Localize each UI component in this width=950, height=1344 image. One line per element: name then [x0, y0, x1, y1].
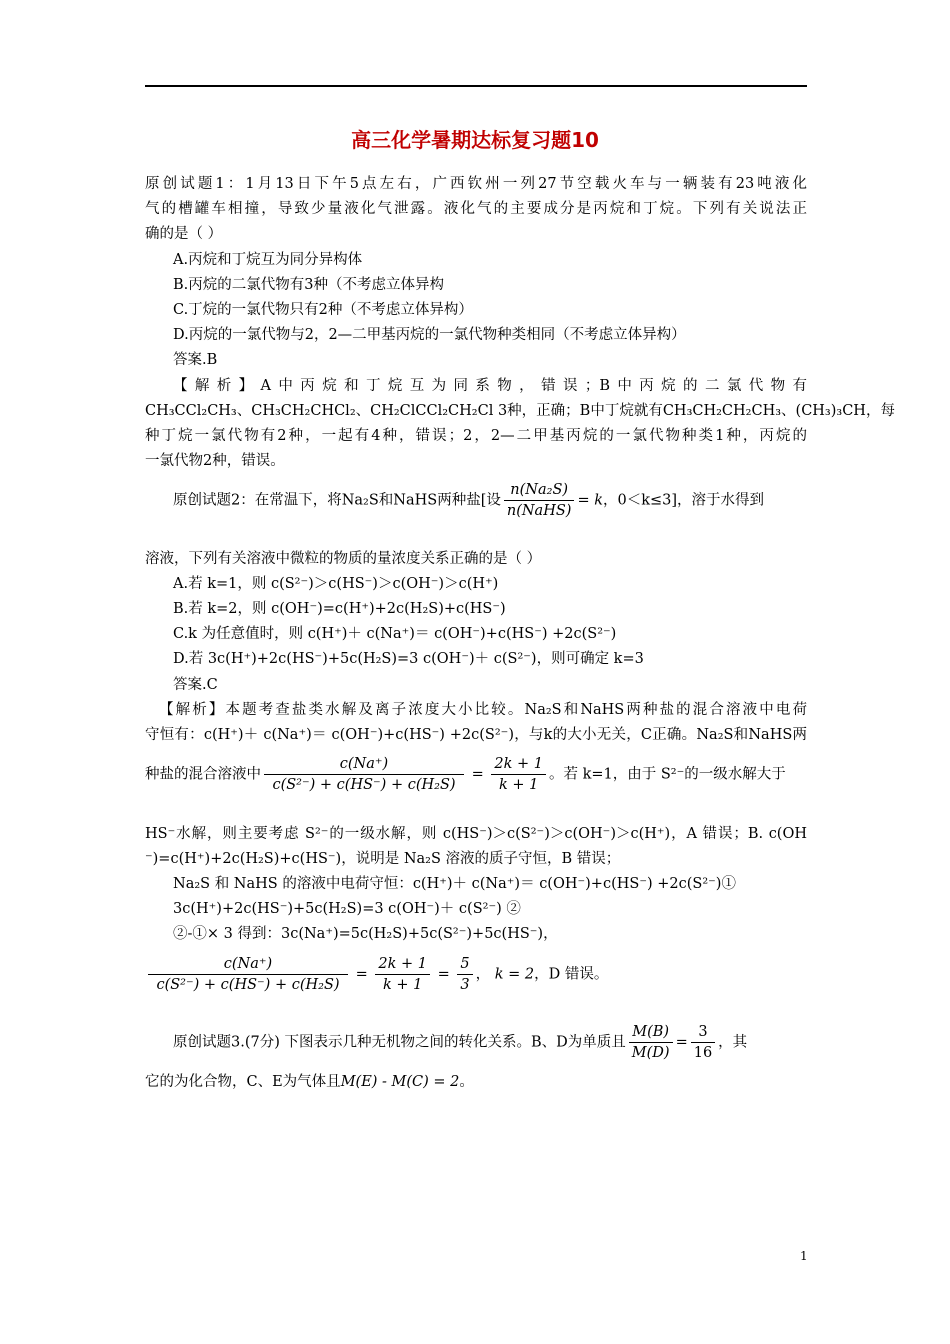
q1-option-d: D.丙烷的一氯代物与2，2—二甲基丙烷的一氯代物种类相同（不考虑立体异构） [173, 327, 686, 343]
q2-explanation-6: Na₂S 和 NaHS 的溶液中电荷守恒：c(H⁺)＋ c(Na⁺)＝ c(OH⁻)+c(HS⁻) +2c(S²⁻)① [173, 876, 736, 892]
mass-ratio-fraction: $\frac{M(B)}{M(D)}$ [629, 1024, 673, 1061]
k-fraction: $\frac{2k + 1}{k + 1}$ [491, 756, 546, 793]
q2-option-a: A.若 k=1，则 c(S²⁻)＞c(HS⁻)＞c(OH⁻)＞c(H⁺) [173, 576, 499, 592]
q1-explanation-3: 种丁烷一氯代物有2种，一起有4种，错误；2，2—二甲基丙烷的一氯代物种类1种，丙烷的 [145, 428, 807, 444]
page-number: 1 [800, 1249, 808, 1263]
q1-line-3: 确的是（ ） [145, 226, 223, 242]
q2-explanation-4: HS⁻水解，则主要考虑 S²⁻的一级水解，则 c(HS⁻)＞c(S²⁻)＞c(OH⁻)＞c(H⁺)，A 错误；B. c(OH [145, 826, 807, 842]
q1-line-2: 气的槽罐车相撞，导致少量液化气泄露。液化气的主要成分是丙烷和丁烷。下列有关说法正 [145, 201, 807, 217]
q3-line-1: 原创试题3.(7分) 下图表示几种无机物之间的转化关系。B、D为单质且 $\frac{M(B)}{M(D)}$ = $\frac{3}{16}$ ，其 [173, 1024, 748, 1061]
q2-explanation-7: 3c(H⁺)+2c(HS⁻)+5c(H₂S)=3 c(OH⁻)＋ c(S²⁻) ② [173, 901, 521, 917]
q1-option-a: A.丙烷和丁烷互为同分异构体 [173, 252, 363, 268]
q1-line-1: 原创试题1：1月13日下午5点左右，广西钦州一列27节空载火车与一辆装有23吨液化 [145, 176, 807, 192]
q1-explanation-4: 一氯代物2种，错误。 [145, 453, 285, 469]
q2-line-1: 原创试题2：在常温下，将Na₂S和NaHS两种盐[设 $\frac{\text{n(Na₂S)}}{\text{n(NaHS)}}$ = k，0＜k≤3]，溶于水得到 [173, 482, 765, 519]
q2-option-c: C.k 为任意值时，则 c(H⁺)＋ c(Na⁺)＝ c(OH⁻)+c(HS⁻) +2c(S²⁻) [173, 626, 617, 642]
k-fraction-2: $\frac{2k + 1}{k + 1}$ [375, 956, 430, 993]
q1-option-c: C.丁烷的一氯代物只有2种（不考虑立体异构） [173, 302, 473, 318]
q2-explanation-8: ②-①× 3 得到：3c(Na⁺)=5c(H₂S)+5c(S²⁻)+5c(HS⁻)， [173, 926, 558, 942]
q2-explanation-3: 种盐的混合溶液中 $\frac{c(Na^+)}{\text{c(S²⁻) + c(HS⁻) + c(H₂S)}}$ = $\frac{2k + 1}{k + 1}$ 。若 k=1，由于 S²⁻的一级水解大于 [145, 756, 786, 793]
q2-option-d: D.若 3c(H⁺)+2c(HS⁻)+5c(H₂S)=3 c(OH⁻)＋ c(S²⁻)，则可确定 k=3 [173, 651, 644, 667]
q2-line-2: 溶液，下列有关溶液中微粒的物质的量浓度关系正确的是（ ） [145, 551, 542, 567]
q1-explanation-2: CH₃CCl₂CH₃、CH₃CH₂CHCl₂、CH₂ClCCl₂CH₂Cl 3种，正确；B中丁烷就有CH₃CH₂CH₂CH₃、(CH₃)₃CH，每 [145, 403, 895, 419]
q2-answer: 答案.C [173, 677, 218, 693]
value-fraction: $\frac{5}{3}$ [457, 956, 472, 993]
q3-line-2: 它的为化合物，C、E为气体且M(E) - M(C) = 2。 [145, 1074, 474, 1090]
q1-explanation-1: 【解析】A中丙烷和丁烷互为同系物，错误；B中丙烷的二氯代物有 [173, 378, 807, 394]
q2-explanation-9: $\frac{c(Na^+)}{\text{c(S²⁻) + c(HS⁻) + c(H₂S)}}$ = $\frac{2k + 1}{k + 1}$ = $\frac{5}{3}$ ， k = 2，D 错误。 [145, 956, 608, 993]
concentration-fraction-2: $\frac{c(Na^+)}{\text{c(S²⁻) + c(HS⁻) + c(H₂S)}}$ [148, 956, 348, 993]
q2-explanation-1: 【解析】本题考查盐类水解及离子浓度大小比较。Na₂S和NaHS两种盐的混合溶液中电荷 [159, 702, 807, 718]
header-rule [145, 85, 807, 87]
ratio-fraction: $\frac{\text{n(Na₂S)}}{\text{n(NaHS)}}$ [504, 482, 575, 519]
page-title: 高三化学暑期达标复习题10 [351, 128, 599, 152]
concentration-fraction: $\frac{c(Na^+)}{\text{c(S²⁻) + c(HS⁻) + c(H₂S)}}$ [264, 756, 464, 793]
q1-option-b: B.丙烷的二氯代物有3种（不考虑立体异构 [173, 277, 444, 293]
q1-answer: 答案.B [173, 352, 218, 368]
ratio-value-fraction: $\frac{3}{16}$ [691, 1024, 715, 1061]
q2-explanation-2: 守恒有：c(H⁺)＋ c(Na⁺)＝ c(OH⁻)+c(HS⁻) +2c(S²⁻)，与k的大小无关，C正确。Na₂S和NaHS两 [145, 727, 807, 743]
q2-explanation-5: ⁻)=c(H⁺)+2c(H₂S)+c(HS⁻)，说明是 Na₂S 溶液的质子守恒，B 错误； [145, 851, 621, 867]
q2-option-b: B.若 k=2，则 c(OH⁻)=c(H⁺)+2c(H₂S)+c(HS⁻) [173, 601, 506, 617]
